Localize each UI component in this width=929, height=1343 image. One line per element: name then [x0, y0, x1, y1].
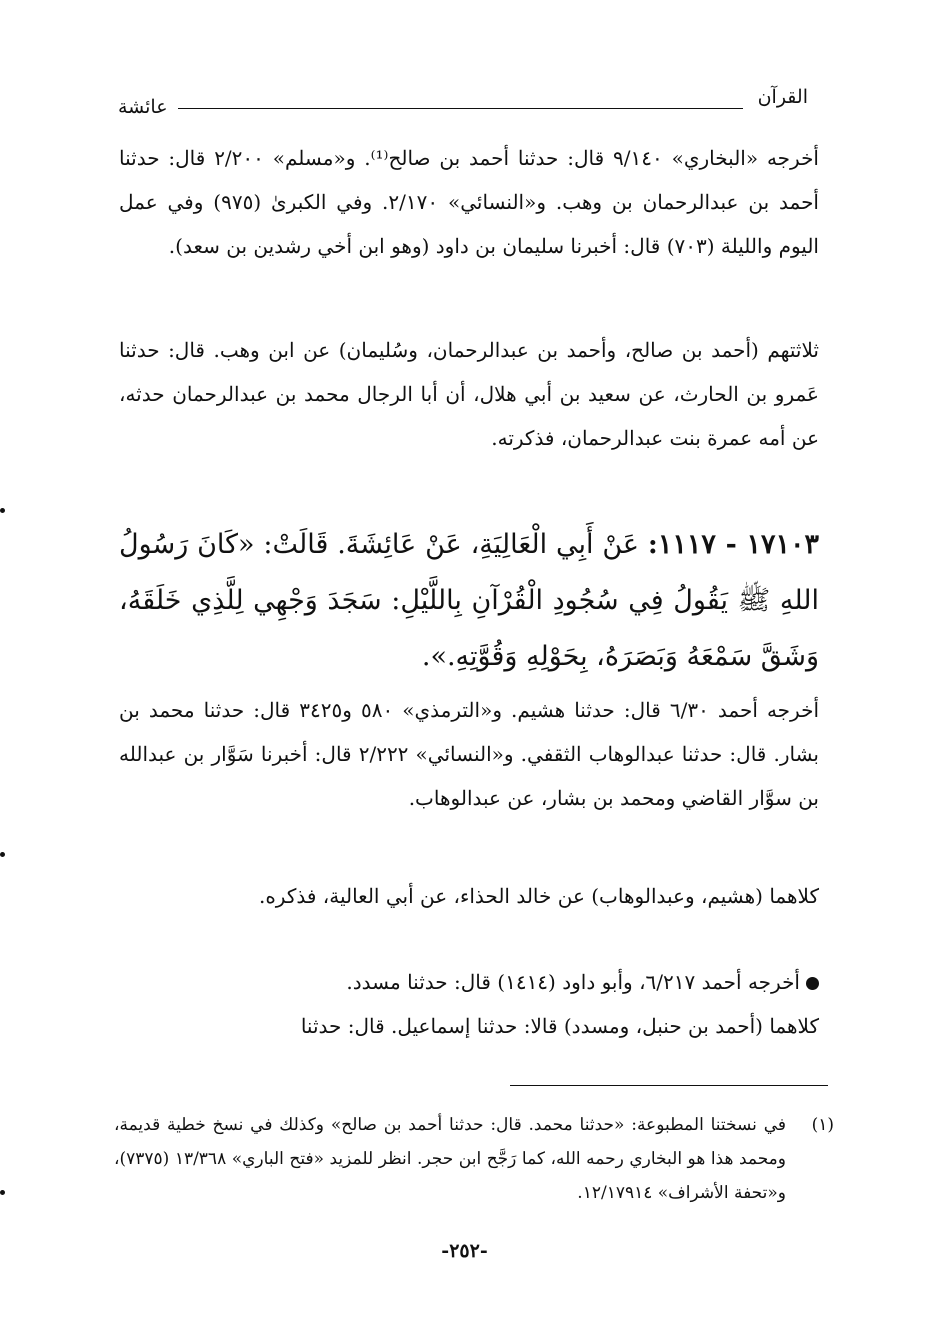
- page-number: -٢٥٢-: [441, 1240, 488, 1262]
- takhrij-block-5: [119, 960, 819, 1004]
- scan-edge-mark: [0, 1190, 5, 1195]
- bullet-paragraph: [119, 960, 819, 1004]
- footnotes: [114, 1108, 834, 1210]
- running-header: [118, 86, 808, 118]
- header-book-title: القرآن: [757, 86, 808, 108]
- footnote-text: في نسختنا المطبوعة: «حدثنا محمد. قال: حدثنا أحمد بن صالح» وكذلك في نسخ خطية قديمة، ومحمد هذا هو البخاري رحمه الله، كما رَجَّح ابن حجر. انظر للمزيد «فتح الباري» ١٣/٣٦٨ (٧٣٧٥)، و«تحفة الأشراف» ١٢/١٧٩١٤.: [114, 1115, 786, 1203]
- header-section-title: عائشة: [118, 96, 168, 118]
- bullet-paragraph-text: أخرجه أحمد ٦/٢١٧، وأبو داود (١٤١٤) قال: حدثنا مسدد.: [346, 970, 800, 994]
- footnote-number: (١): [811, 1115, 834, 1135]
- last-paragraph: كلاهما (أحمد بن حنبل، ومسدد) قالا: حدثنا إسماعيل. قال: حدثنا: [300, 1014, 819, 1038]
- footnote-separator: [510, 1085, 828, 1086]
- takhrij-block-3: [119, 688, 819, 820]
- footnote: [114, 1108, 834, 1210]
- bullet-icon: [806, 977, 819, 990]
- takhrij-block-2: [119, 328, 819, 460]
- takhrij-block-6: [119, 1004, 819, 1048]
- takhrij-paragraph: أخرجه «البخاري» ٩/١٤٠ قال: حدثنا أحمد بن صالح⁽¹⁾. و«مسلم» ٢/٢٠٠ قال: حدثنا أحمد بن عبدالرحمان بن وهب. و«النسائي» ٢/١٧٠. وفي الكبرىٰ (٩٧٥) وفي عمل اليوم والليلة (٧٠٣) قال: أخبرنا سليمان بن داود (وهو ابن أخي رشدين بن سعد).: [119, 146, 819, 258]
- takhrij-paragraph-2: أخرجه أحمد ٦/٣٠ قال: حدثنا هشيم. و«الترمذي» ٥٨٠ و٣٤٢٥ قال: حدثنا محمد بن بشار. قال: حدثنا عبدالوهاب الثقفي. و«النسائي» ٢/٢٢٢ قال: أخبرنا سَوَّار بن عبدالله بن سوَّار القاضي ومحمد بن بشار، عن عبدالوهاب.: [119, 698, 819, 810]
- isnad-paragraph-2: كلاهما (هشيم، وعبدالوهاب) عن خالد الحذاء، عن أبي العالية، فذكره.: [258, 884, 819, 908]
- hadith-paragraph: [119, 517, 819, 685]
- hadith-block: [119, 517, 819, 685]
- takhrij-block-4: [119, 874, 819, 918]
- scan-edge-mark: [0, 508, 5, 513]
- takhrij-block-1: [119, 136, 819, 268]
- header-rule: [178, 108, 743, 109]
- hadith-number: ١٧١٠٣ - ١١١٧:: [647, 529, 819, 560]
- isnad-paragraph: ثلاثتهم (أحمد بن صالح، وأحمد بن عبدالرحمان، وسُليمان) عن ابن وهب. قال: حدثنا عَمرو بن الحارث، عن سعيد بن أبي هلال، أن أبا الرجال محمد بن عبدالرحمان حدثه، عن أمه عمرة بنت عبدالرحمان، فذكرته.: [119, 338, 819, 450]
- hadith-text: عَنْ أَبِي الْعَالِيَةِ، عَنْ عَائِشَةَ. قَالَتْ: «كَانَ رَسُولُ اللهِ ﷺ يَقُولُ فِي سُجُودِ الْقُرْآنِ بِاللَّيْلِ: سَجَدَ وَجْهِي لِلَّذِي خَلَقَهُ، وَشَقَّ سَمْعَهُ وَبَصَرَهُ، بِحَوْلِهِ وَقُوَّتِهِ.».: [119, 529, 819, 672]
- scan-edge-mark: [0, 852, 5, 857]
